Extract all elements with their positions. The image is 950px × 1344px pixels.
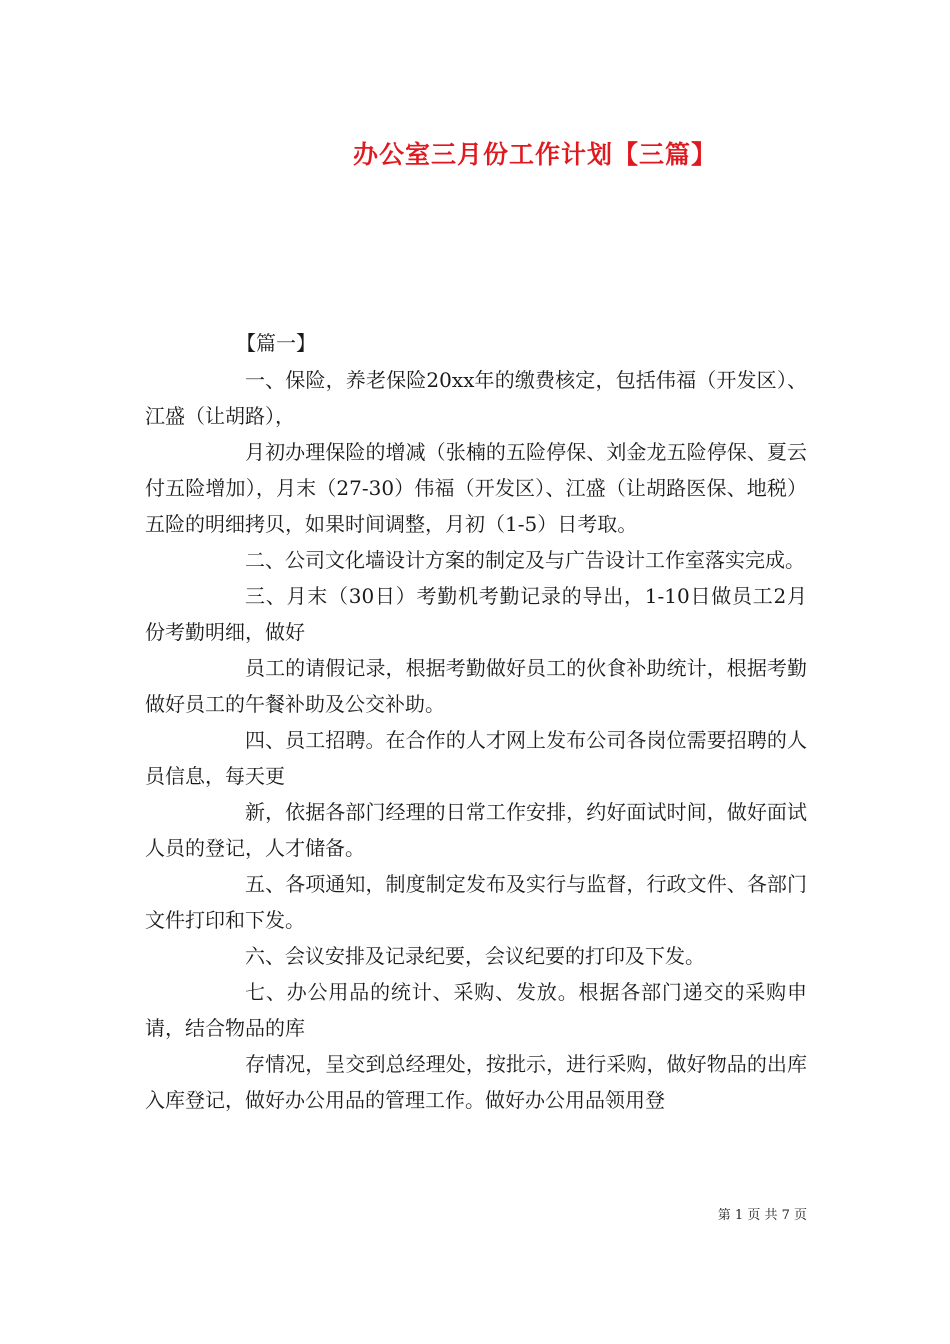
paragraph: 六、会议安排及记录纪要，会议纪要的打印及下发。: [245, 944, 705, 968]
paragraph: 五、各项通知，制度制定发布及实行与监督，行政文件、各部门文件打印和下发。: [145, 872, 807, 932]
paragraph: 月初办理保险的增减（张楠的五险停保、刘金龙五险停保、夏云付五险增加），月末（27-30）伟福（开发区）、江盛（让胡路医保、地税）五险的明细拷贝，如果时间调整，月初（1-5）日考取。: [145, 440, 807, 536]
paragraph: 存情况，呈交到总经理处，按批示，进行采购，做好物品的出库入库登记，做好办公用品的管理工作。做好办公用品领用登: [145, 1052, 807, 1112]
document-title: 办公室三月份工作计划【三篇】: [352, 140, 717, 169]
paragraph: 员工的请假记录，根据考勤做好员工的伙食补助统计，根据考勤做好员工的午餐补助及公交补助。: [145, 656, 807, 716]
paragraph: 四、员工招聘。在合作的人才网上发布公司各岗位需要招聘的人员信息，每天更: [145, 728, 807, 788]
paragraph: 一、保险，养老保险20xx年的缴费核定，包括伟福（开发区）、江盛（让胡路），: [145, 368, 807, 428]
paragraph: 新，依据各部门经理的日常工作安排，约好面试时间，做好面试人员的登记，人才储备。: [145, 800, 807, 860]
paragraph: 三、月末（30日）考勤机考勤记录的导出，1-10日做员工2月份考勤明细，做好: [145, 584, 807, 644]
section-label: 【篇一】: [236, 331, 316, 355]
document-body: [145, 362, 807, 1118]
page-number-footer: 第 1 页 共 7 页: [717, 1208, 807, 1223]
paragraph: 二、公司文化墙设计方案的制定及与广告设计工作室落实完成。: [245, 548, 805, 572]
paragraph: 七、办公用品的统计、采购、发放。根据各部门递交的采购申请，结合物品的库: [145, 980, 807, 1040]
